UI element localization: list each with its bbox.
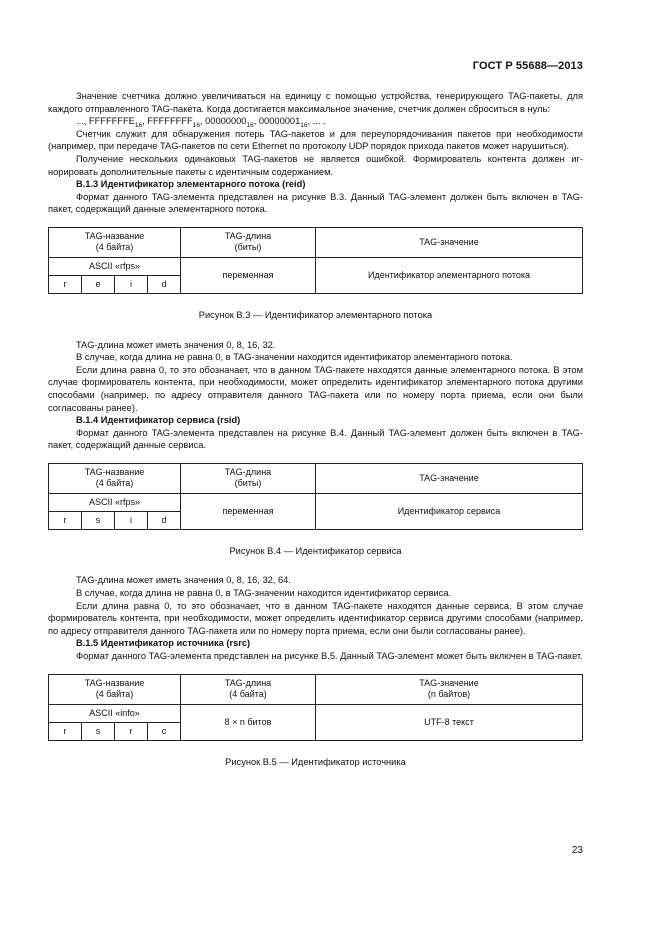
length-cell: переменная: [181, 493, 316, 529]
char-cell: r: [49, 722, 82, 740]
ascii-cell: ASCII «rfps»: [49, 493, 181, 511]
value-cell: UTF-8 текст: [316, 704, 583, 740]
char-cell: d: [148, 511, 181, 529]
header-tag-name: TAG-название (4 байта): [49, 463, 181, 493]
paragraph-counter-purpose: Счетчик служит для обнаружения потерь TAG-пакетов и для переупорядочивания пакетов при необходимости (например, при передаче TAG-пакетов по сети Ethernet по протоколу UDP порядок прихода пакетов может нарушиться).: [48, 128, 583, 152]
figure-b4-table: [48, 463, 583, 530]
paragraph-b15-format: Формат данного TAG-элемента представлен на рисунке В.5. Данный TAG-элемент может быть включен в TAG-пакет.: [76, 651, 583, 662]
page-number: 23: [571, 845, 583, 856]
paragraph-b13-nonzero: В случае, когда длина не равна 0, в TAG-значении находится идентификатор элементарного потока.: [76, 352, 513, 363]
figure-b5-caption: Рисунок В.5 — Идентификатор источника: [225, 756, 406, 767]
length-cell: переменная: [181, 257, 316, 293]
section-heading-b14: В.1.4 Идентификатор сервиса (rsid): [76, 415, 241, 426]
char-cell: i: [115, 511, 148, 529]
char-cell: r: [49, 511, 82, 529]
ascii-cell: ASCII «info»: [49, 704, 181, 722]
char-cell: r: [49, 275, 82, 293]
value-cell: Идентификатор сервиса: [316, 493, 583, 529]
header-tag-value: TAG-значение: [316, 463, 583, 493]
standard-header: ГОСТ Р 55688—2013: [472, 60, 583, 72]
char-cell: d: [148, 275, 181, 293]
header-tag-length: TAG-длина (биты): [181, 227, 316, 257]
paragraph-b14-nonzero: В случае, когда длина не равна 0, в TAG-значении находится идентификатор сервиса.: [76, 588, 452, 599]
header-tag-length: TAG-длина (4 байта): [181, 674, 316, 704]
paragraph-b13-lengths: TAG-длина может иметь значения 0, 8, 16, 32.: [76, 339, 276, 350]
header-tag-value: TAG-значение: [316, 227, 583, 257]
figure-b3-table: [48, 227, 583, 294]
char-cell: r: [115, 722, 148, 740]
char-cell: s: [82, 722, 115, 740]
paragraph-b14-format: Формат данного TAG-элемента представлен на рисунке В.4. Данный TAG-элемент должен быть включен в TAG-пакет, содержащий данные сервиса.: [48, 427, 583, 451]
page-body: [48, 90, 583, 768]
section-heading-b13: В.1.3 Идентификатор элементарного потока (reid): [76, 179, 306, 190]
paragraph-duplicates: Получение нескольких одинаковых TAG-пакетов не является ошибкой. Формирователь контента должен игнорировать дополнительные пакеты с идентичным содержанием.: [48, 153, 583, 177]
paragraph-b14-lengths: TAG-длина может иметь значения 0, 8, 16, 32, 64.: [76, 575, 291, 586]
paragraph-b14-zero: Если длина равна 0, то это обозначает, что в данном TAG-пакете находятся данные сервиса. В этом случае формирователь контента, при необходимости, может определить идентификатор сервиса другими способами (например, по адресу отправителя данного TAG-пакета или по номеру порта приема, если они были согласованы ранее).: [48, 600, 583, 636]
header-tag-value: TAG-значение (n байтов): [316, 674, 583, 704]
header-tag-length: TAG-длина (биты): [181, 463, 316, 493]
figure-b3-caption: Рисунок В.3 — Идентификатор элементарного потока: [198, 309, 433, 320]
paragraph-b13-format: Формат данного TAG-элемента представлен на рисунке В.3. Данный TAG-элемент должен быть включен в TAG-пакет, содержащий данные элементарного потока.: [48, 191, 583, 215]
header-tag-name: TAG-название (4 байта): [49, 674, 181, 704]
char-cell: e: [82, 275, 115, 293]
char-cell: s: [82, 511, 115, 529]
length-cell: 8 × n битов: [181, 704, 316, 740]
figure-b4-caption: Рисунок В.4 — Идентификатор сервиса: [229, 545, 402, 556]
section-heading-b15: В.1.5 Идентификатор источника (rsrc): [76, 638, 251, 649]
header-tag-name: TAG-название (4 байта): [49, 227, 181, 257]
paragraph-counter: Значение счетчика должно увеличиваться на единицу с помощью устройства, генерирующего TAG-пакеты, для каждого отправленного TAG-пакета. Когда достигается максимальное значение, счетчик должен сброситься в нуль:: [48, 91, 583, 114]
char-cell: i: [115, 275, 148, 293]
char-cell: c: [148, 722, 181, 740]
ascii-cell: ASCII «rfps»: [49, 257, 181, 275]
counter-sequence: ..., $FFFFFFFE_{16}$, $FFFFFFFF_{16}$, $00000000_{16}$, $00000001_{16}$, ... .: [76, 116, 326, 130]
value-cell: Идентификатор элементарного потока: [316, 257, 583, 293]
paragraph-b13-zero: Если длина равна 0, то это обозначает, что в данном TAG-пакете находятся данные элементарного потока. В этом случае формирователь контента, при необходимости, может определить идентификатор элементарного потока другими способами (например, по адресу отправителя данного TAG-пакета или по номеру порта приема, если они были согласованы ранее).: [48, 364, 583, 413]
figure-b5-table: [48, 674, 583, 741]
